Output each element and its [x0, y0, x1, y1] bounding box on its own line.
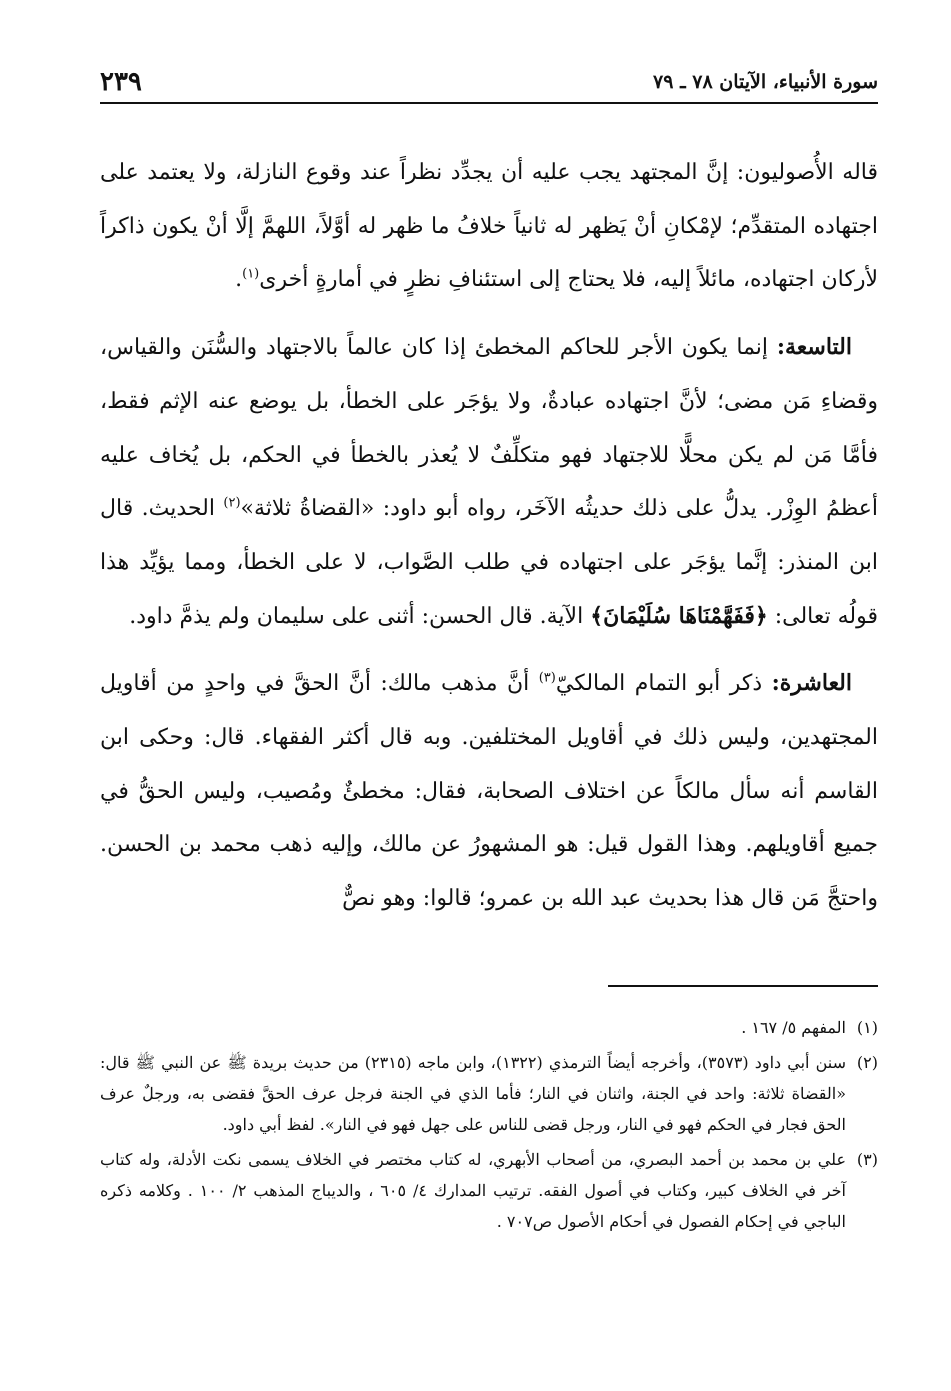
footnote-number: (١) [856, 1018, 878, 1037]
footnote-ref-3[interactable]: (٣) [538, 671, 556, 686]
ninth-text-a: إنما يكون الأجر للحاكم المخطئ إذا كان عالماً بالاجتهاد والسُّنَن والقياس، وقضاءِ مَن مضى؛ لأنَّ اجتهاده عبادةٌ، ولا يؤجَر على الخطأ، بل يوضع عنه الإثم فقط، فأمَّا مَن لم يكن محلًّا للاجتهاد فهو متكلِّفٌ لا يُعذر بالخطأ في الحكم، بل يُخاف عليه أعظمُ الوِزْر. يدلُّ على ذلك حديثُه الآخَر، رواه أبو داود: «القضاةُ ثلاثة» [100, 335, 878, 522]
footnote-number: (٣) [856, 1150, 878, 1169]
tenth-text-a: ذكر أبو التمام المالكيّ [555, 671, 763, 697]
footnotes [100, 1012, 878, 1241]
footnote-divider [608, 985, 878, 987]
footnote-1 [100, 1012, 878, 1043]
tenth-text-b: أنَّ مذهب مالك: أنَّ الحقَّ في واحدٍ من أقاويل المجتهدين، وليس ذلك في أقاويل المختلفين. وبه قال أكثر الفقهاء. قال: وحكى ابن القاسم أنه سأل مالكاً عن اختلاف الصحابة، فقال: مخطئٌ ومُصيب، وليس الحقُّ في جميع أقاويلهم. وهذا القول قيل: هو المشهورُ عن مالك، وإليه ذهب محمد بن الحسن. واحتجَّ مَن قال هذا بحديث عبد الله بن عمرو؛ قالوا: وهو نصٌّ [100, 671, 878, 912]
footnote-ref-2[interactable]: (٢) [223, 495, 241, 511]
quran-verse: ﴿فَفَهَّمْنَاهَا سُلَيْمَانَ﴾ [590, 602, 768, 629]
tenth-heading: العاشرة: [771, 670, 852, 697]
paragraph-1-end: . [235, 267, 243, 293]
ninth-text-b: الحديث. قال ابن المنذر: إنَّما يؤجَر على اجتهاده في طلب الصَّواب، لا على الخطأ، ومما يؤيِّد هذا قولُه تعالى: [100, 496, 878, 629]
footnote-text: المفهم ٥/ ١٦٧ . [741, 1018, 846, 1037]
ninth-text-c: الآية. قال الحسن: أثنى على سليمان ولم يذمَّ داود. [129, 603, 584, 629]
footnote-text: سنن أبي داود (٣٥٧٣)، وأخرجه أيضاً الترمذي (١٣٢٢)، وابن ماجه (٢٣١٥) من حديث بريدة ﷺ عن النبي ﷺ قال: «القضاة ثلاثة: واحد في الجنة، واثنان في النار؛ فأما الذي في الجنة فرجل عرف الحقَّ فقضى به، ورجلٌ عرف الحق فجار في الحكم فهو في النار، ورجل قضى للناس على جهل فهو في النار». لفظ أبي داود. [100, 1053, 847, 1134]
page-number: ٢٣٩ [100, 67, 142, 97]
footnote-number: (٢) [856, 1053, 878, 1072]
paragraph-ninth [100, 321, 878, 643]
paragraph-1 [100, 146, 878, 307]
footnote-text: علي بن محمد بن أحمد البصري، من أصحاب الأبهري، له كتاب مختصر في الخلاف يسمى نكت الأدلة، وله كتاب آخر في الخلاف كبير، وكتاب في أصول الفقه. ترتيب المدارك ٤/ ٦٠٥ ، والديباج المذهب ٢/ ١٠٠ . وكلامه ذكره الباجي في إحكام الفصول في أحكام الأصول ص٧٠٧ . [100, 1150, 846, 1231]
running-header [100, 62, 878, 104]
paragraph-1-text: قاله الأُصوليون: إنَّ المجتهد يجب عليه أن يجدِّد نظراً عند وقوع النازلة، ولا يعتمد على اجتهاده المتقدِّم؛ لإمْكانِ أنْ يَظهر له ثانياً خلافُ ما ظهر له أوَّلاً، اللهمَّ إلَّا أنْ يكون ذاكراً لأركان اجتهاده، مائلاً إليه، فلا يحتاج إلى استئنافِ نظرٍ في أمارةٍ أخرى [100, 160, 878, 293]
main-text [100, 146, 878, 940]
header-title: سورة الأنبياء، الآيتان ٧٨ ـ ٧٩ [653, 71, 878, 93]
paragraph-tenth [100, 657, 878, 926]
footnote-3 [100, 1144, 878, 1237]
footnote-2 [100, 1047, 878, 1140]
ninth-heading: التاسعة: [776, 334, 852, 361]
footnote-ref-1[interactable]: (١) [242, 267, 260, 283]
